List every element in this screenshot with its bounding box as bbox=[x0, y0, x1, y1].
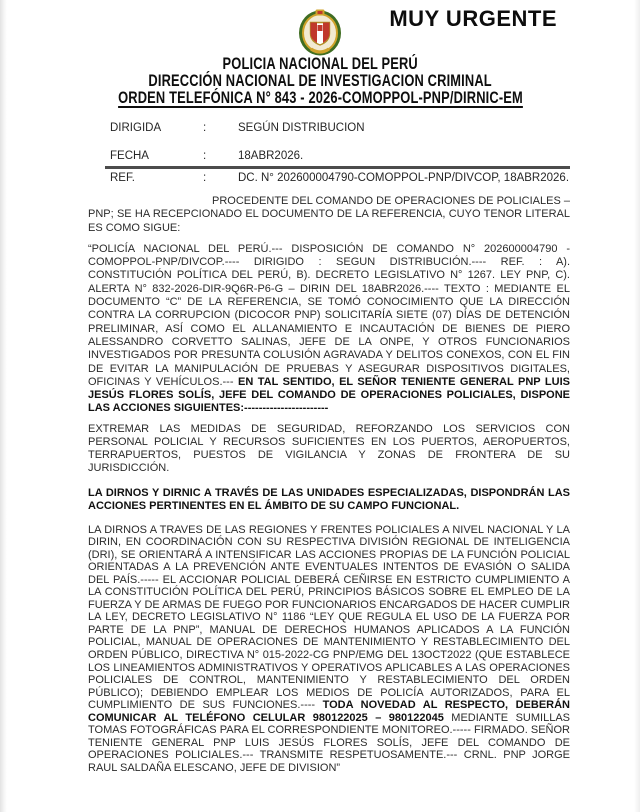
field-ref bbox=[110, 172, 570, 185]
field-dirigida-separator: : bbox=[203, 122, 207, 134]
horizontal-rule bbox=[105, 166, 570, 169]
division-line bbox=[0, 73, 640, 90]
field-ref-value: DC. N° 202600004790-COMOPPOL-PNP/DIVCOP, 18ABR2026. bbox=[238, 172, 570, 184]
scan-edge-left bbox=[0, 0, 7, 812]
intro-paragraph: PROCEDENTE DEL COMANDO DE OPERACIONES DE POLICIALES – PNP; SE HA RECEPCIONADO EL DOCUMENTO DE LA REFERENCIA, CUYO TENOR LITERAL ES COMO SIGUE: bbox=[88, 195, 570, 234]
urgency-stamp: MUY URGENTE bbox=[389, 6, 557, 31]
document-title-line bbox=[0, 90, 640, 107]
quote-normal-text: “POLICÍA NACIONAL DEL PERÚ.--- DISPOSICIÓN DE COMANDO N° 202600004790 - COMOPPOL-PNP/DIVCOP.---- DIRIGIDO : SEGUN DISTRIBUCIÓN.---- REF. : A). CONSTITUCIÓN POLÍTICA DEL PERÚ, B). DECRETO LEGISLATIVO N° 1267. LEY PNP, C). ALERTA N° 832-2026-DIR-9Q6R-P6-G – DIRIN DEL 18ABR2026.---- TEXTO : MEDIANTE EL DOCUMENTO “C” DE LA REFERENCIA, SE TOMÓ CONOCIMIENTO QUE LA DIRECCIÓN CONTRA LA CORRUPCION (DICOCOR PNP) SOLICITARÍA SIETE (07) DÍAS DE DETENCIÓN PRELIMINAR, ASÍ COMO EL ALLANAMIENTO E INCAUTACIÓN DE BIENES DE PIERO ALESSANDRO CORVETTO SALINAS, JEFE DE LA ONPE, Y OTROS FUNCIONARIOS INVESTIGADOS POR PRESUNTA COLUSIÓN AGRAVADA Y DELITOS CONEXOS, CON EL FIN DE EVITAR LA MANIPULACIÓN DE PRUEBAS Y ASEGURAR DISPOSITIVOS DIGITALES, OFICINAS Y VEHÍCULOS.--- bbox=[88, 242, 570, 388]
field-fecha-value: 18ABR2026. bbox=[238, 150, 304, 162]
metadata-fields bbox=[110, 122, 570, 185]
division-name: DIRECCIÓN NACIONAL DE INVESTIGACION CRIMINAL bbox=[148, 72, 492, 90]
scan-edge-right bbox=[634, 0, 640, 812]
regions-normal-text-b: MEDIANTE SUMILLAS TOMAS FOTOGRÁFICAS PARA EL CORRESPONDIENTE MONITOREO.----- FIRMADO. SEÑOR TENIENTE GENERAL PNP LUIS JESÚS FLORES SOLÍS, JEFE DEL COMANDO DE OPERACIONES POLICIALES.--- TRANSMITE RESPETUOSAMENTE.--- CRNL. PNP JORGE RAUL SALDAÑA ELESCANO, JEFE DE DIVISION” bbox=[88, 711, 570, 774]
field-dirigida-value: SEGÚN DISTRIBUCION bbox=[238, 122, 365, 134]
action-paragraph-security: EXTREMAR LAS MEDIDAS DE SEGURIDAD, REFORZANDO LOS SERVICIOS CON PERSONAL POLICIAL Y RECURSOS SUFICIENTES EN LOS PUERTOS, AEROPUERTOS, TERRAPUERTOS, PUESTOS DE VIGILANCIA Y ZONAS DE FRONTERA DE SU JURISDICCIÓN. bbox=[88, 422, 570, 475]
field-fecha bbox=[110, 150, 570, 163]
field-ref-separator: : bbox=[203, 172, 207, 184]
document-body bbox=[0, 122, 640, 775]
action-paragraph-dirnos-dirnic: LA DIRNOS Y DIRNIC A TRAVÉS DE LAS UNIDADES ESPECIALIZADAS, DISPONDRÁN LAS ACCIONES PERTINENTES EN EL ÁMBITO DE SU CAMPO FUNCIONAL. bbox=[88, 486, 570, 513]
action-paragraph-regions bbox=[88, 524, 570, 775]
document-title: ORDEN TELEFÓNICA N° 843 - 2026-COMOPPOL-PNP/DIRNIC-EM bbox=[117, 89, 523, 107]
quote-bold-directive: EN TAL SENTIDO, EL SEÑOR TENIENTE GENERAL PNP LUIS JESÚS FLORES SOLÍS, JEFE DEL COMANDO DE OPERACIONES POLICIALES, DISPONE LAS ACCIONES SIGUIENTES:----------------------- bbox=[88, 375, 570, 415]
org-name: POLICIA NACIONAL DEL PERÚ bbox=[222, 55, 418, 73]
regions-bold-phone-notice: TODA NOVEDAD AL RESPECTO, DEBERÁN COMUNICAR AL TELÉFONO CELULAR 980122025 – 980122045 bbox=[88, 699, 570, 724]
field-ref-label: REF. bbox=[110, 172, 135, 184]
field-dirigida bbox=[110, 122, 570, 135]
field-dirigida-label: DIRIGIDA bbox=[110, 122, 162, 134]
regions-normal-text-a: LA DIRNOS A TRAVES DE LAS REGIONES Y FRENTES POLICIALES A NIVEL NACIONAL Y LA DIRIN, EN COORDINACIÓN CON SU RESPECTIVA DIVISIÓN REGIONAL DE INTELIGENCIA (DRI), SE ORIENTARÁ A INTENSIFICAR LAS ACCIONES PROPIAS DE LA FUNCIÓN POLICIAL ORIENTADAS A LA PREVENCIÓN ANTE EVENTUALES INTENTOS DE EVASIÓN O SALIDA DEL PAÍS.----- EL ACCIONAR POLICIAL DEBERÁ CEÑIRSE EN ESTRICTO CUMPLIMIENTO A LA CONSTITUCIÓN POLÍTICA DEL PERÚ, PRINCIPIOS BÁSICOS SOBRE EL EMPLEO DE LA FUERZA Y DE ARMAS DE FUEGO POR FUNCIONARIOS ENCARGADOS DE HACER CUMPLIR LA LEY, DECRETO LEGISLATIVO N° 1186 “LEY QUE REGULA EL USO DE LA FUERZA POR PARTE DE LA PNP”, MANUAL DE DERECHOS HUMANOS APLICADOS A LA FUNCIÓN POLICIAL, MANUAL DE OPERACIONES DE MANTENIMIENTO Y RESTABLECIMIENTO DEL ORDEN PÚBLICO, DIRECTIVA N° 015-2022-CG PNP/EMG DEL 13OCT2022 (QUE ESTABLECE LOS LINEAMIENTOS ADMINISTRATIVOS Y OPERATIVOS APLICABLES A LAS OPERACIONES POLICIALES DE CONTROL, MANTENIMIENTO Y RESTABLECIMIENTO DEL ORDEN PÚBLICO); DEBIENDO EMPLEAR LOS MEDIOS DE POLICÍA AUTORIZADOS, PARA EL CUMPLIMIENTO DE SUS FUNCIONES.---- bbox=[88, 523, 570, 712]
pnp-crest-logo bbox=[297, 8, 343, 56]
org-name-line bbox=[0, 56, 640, 73]
field-fecha-label: FECHA bbox=[110, 150, 149, 162]
quoted-disposition-paragraph bbox=[88, 243, 570, 416]
field-fecha-separator: : bbox=[203, 150, 207, 162]
